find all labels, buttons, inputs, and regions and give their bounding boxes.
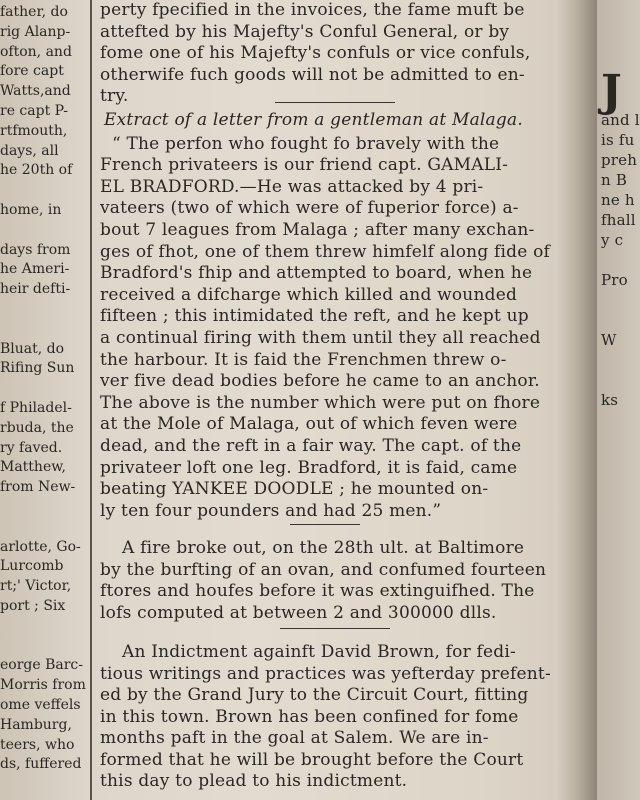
left-column-line: father, do bbox=[0, 4, 68, 20]
right-column-line: and l bbox=[601, 111, 640, 129]
left-column-line: ds, fuffered bbox=[0, 756, 82, 773]
right-column-line: is fu bbox=[601, 131, 635, 149]
left-column-line: rbuda, the bbox=[0, 419, 74, 436]
left-column-line: ry faved. bbox=[0, 439, 63, 456]
article-line: received a difcharge which killed and wounded bbox=[100, 284, 518, 305]
left-column-line: eorge Barc- bbox=[0, 657, 84, 674]
article-line: bout 7 leagues from Malaga ; after many exchan- bbox=[100, 219, 535, 240]
left-column-line: Hamburg, bbox=[0, 716, 72, 733]
left-column-line: from New- bbox=[0, 479, 76, 496]
article-line: ed by the Grand Jury to the Circuit Court, fitting bbox=[100, 685, 529, 706]
page-fold bbox=[555, 0, 597, 800]
left-column-line: he 20th of bbox=[0, 162, 73, 179]
article-line: in this town. Brown has been confined for fome bbox=[100, 706, 519, 727]
center-column bbox=[100, 0, 555, 800]
article-line: otherwife fuch goods will not be admitted to en- bbox=[100, 64, 525, 85]
left-column-line: Lurcomb bbox=[0, 558, 64, 575]
column-rule-left bbox=[90, 0, 92, 800]
article-line: An Indictment againft David Brown, for fedi- bbox=[122, 642, 516, 663]
article-line: ver five dead bodies before he came to an anchor. bbox=[100, 371, 540, 392]
section-rule bbox=[280, 628, 390, 629]
article-line: French privateers is our friend capt. GAMALI- bbox=[100, 155, 509, 176]
left-column-line: Matthew, bbox=[0, 459, 67, 476]
left-column-line: re capt P- bbox=[0, 103, 69, 119]
article-line: The above is the number which were put on fhore bbox=[100, 392, 541, 413]
article-line: dead, and the reft in a fair way. The capt. of the bbox=[100, 435, 522, 456]
article-line: fome one of his Majefty's confuls or vice confuls, bbox=[100, 43, 531, 63]
article-line: A fire broke out, on the 28th ult. at Baltimore bbox=[122, 538, 525, 559]
article-line: EL BRADFORD.—He was attacked by 4 pri- bbox=[100, 176, 484, 197]
left-column-line: heir defti- bbox=[0, 281, 71, 298]
left-column-line: arlotte, Go- bbox=[0, 538, 81, 555]
right-column-line: preh bbox=[601, 151, 638, 169]
article-line: vateers (two of which were of fuperior force) a- bbox=[100, 198, 519, 219]
article-line: months paft in the goal at Salem. We are in- bbox=[100, 728, 489, 749]
article-line: lofs computed at between 2 and 300000 dlls. bbox=[100, 602, 497, 623]
article-line: privateer loft one leg. Bradford, it is faid, came bbox=[100, 457, 518, 478]
left-column-line: days from bbox=[0, 241, 71, 258]
right-column-line: W bbox=[601, 331, 617, 349]
article-line: “ The perfon who fought fo bravely with the bbox=[112, 133, 500, 154]
right-column-line: ks bbox=[601, 391, 619, 409]
left-column-line: home, in bbox=[0, 202, 62, 218]
article-line: at the Mole of Malaga, out of which feven were bbox=[100, 414, 518, 435]
right-column-line: n B bbox=[601, 171, 628, 189]
left-column-line: f Philadel- bbox=[0, 400, 72, 416]
left-column-line: Morris from bbox=[0, 677, 86, 694]
left-column-line: he Ameri- bbox=[0, 261, 70, 278]
section-rule bbox=[290, 524, 360, 525]
article-line: the harbour. It is faid the Frenchmen threw o- bbox=[100, 349, 507, 370]
right-column-line: Pro bbox=[601, 271, 628, 289]
left-column-line: Rifing Sun bbox=[0, 360, 75, 377]
right-column-line: ne h bbox=[601, 191, 635, 209]
article-line: Bradford's fhip and attempted to board, when he bbox=[100, 263, 533, 284]
article-heading: Extract of a letter from a gentleman at Malaga. bbox=[104, 109, 523, 130]
article-line: attefted by his Majefty's Conful General, or by bbox=[100, 21, 510, 42]
left-column-line: Watts,and bbox=[0, 83, 71, 100]
left-column-line: teers, who bbox=[0, 736, 75, 753]
left-column-line: Bluat, do bbox=[0, 340, 65, 357]
left-column-line: port ; Six bbox=[0, 598, 66, 614]
right-column-line: J bbox=[601, 66, 623, 117]
right-column-line: fhall bbox=[601, 211, 636, 229]
article-line: beating YANKEE DOODLE ; he mounted on- bbox=[100, 479, 489, 500]
left-column bbox=[0, 0, 86, 800]
left-column-line: ome veffels bbox=[0, 697, 81, 713]
article-line: ges of fhot, one of them threw himfelf along fide of bbox=[100, 241, 551, 262]
article-line: tious writings and practices was yefterday prefent- bbox=[100, 663, 551, 684]
article-line: ftores and houfes before it was extinguifhed. The bbox=[100, 581, 535, 602]
article-line: by the burfting of an ovan, and confumed fourteen bbox=[100, 559, 547, 580]
article-line: formed that he will be brought before the Court bbox=[100, 749, 524, 770]
left-column-line: ofton, and bbox=[0, 43, 72, 60]
article-line: fifteen ; this intimidated the reft, and he kept up bbox=[100, 306, 529, 327]
left-column-line: days, all bbox=[0, 142, 59, 159]
article-line: try. bbox=[100, 86, 129, 106]
article-line: a continual firing with them until they all reached bbox=[100, 327, 541, 348]
section-rule bbox=[275, 102, 395, 103]
left-column-line: rig Alanp- bbox=[0, 23, 71, 40]
left-column-line: rt;' Victor, bbox=[0, 578, 72, 595]
left-column-line: rtfmouth, bbox=[0, 122, 68, 139]
article-line: perty fpecified in the invoices, the fame muft be bbox=[100, 0, 525, 20]
right-column-line: y c bbox=[601, 231, 624, 249]
article-line: this day to plead to his indictment. bbox=[100, 771, 408, 792]
right-column bbox=[597, 0, 640, 800]
left-column-line: fore capt bbox=[0, 63, 64, 80]
article-line: ly ten four pounders and had 25 men.” bbox=[100, 500, 442, 521]
